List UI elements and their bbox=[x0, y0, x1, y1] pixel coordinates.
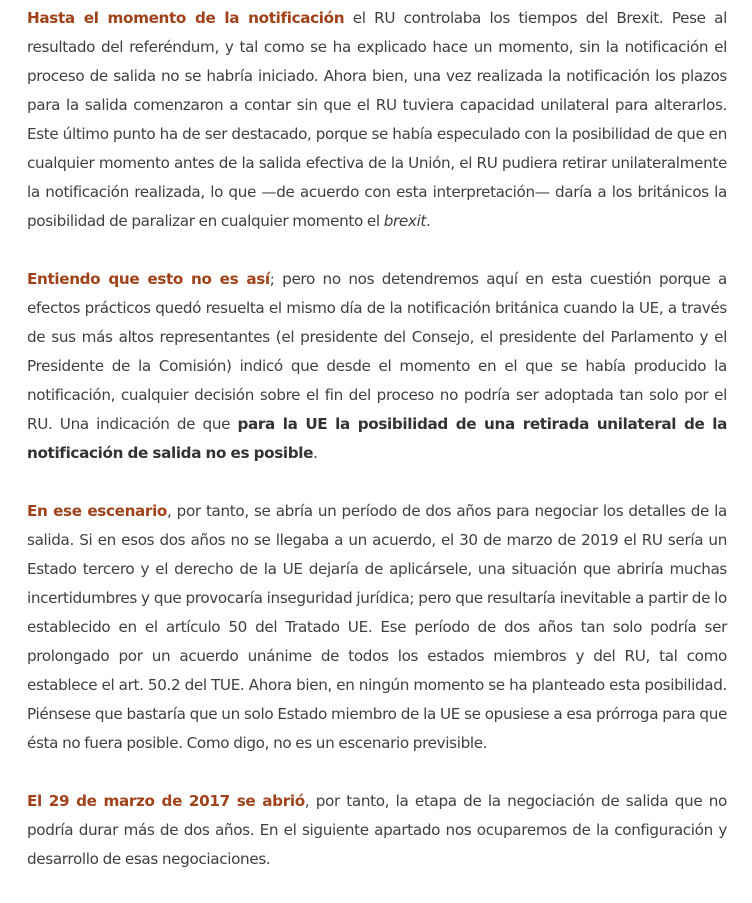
strong-text: para la UE la posibilidad de una retirada unilateral de la notificación de salida no es posible bbox=[27, 415, 727, 462]
paragraph-unilateral-withdrawal bbox=[27, 265, 727, 468]
lead-phrase: Hasta el momento de la notificación bbox=[27, 9, 345, 27]
paragraph-text: el RU controlaba los tiempos del Brexit. Pese al resultado del referéndum, y tal como se ha explicado hace un momento, sin la notificación el proceso de salida no se habría iniciado. Ahora bien, una vez realizada la notificación los plazos para la salida comenzaron a contar sin que el RU tuviera capacidad unilateral para alterarlos. Este último punto ha de ser destacado, porque se había especulado con la posibilidad de que en cualquier momento antes de la salida efectiva de la Unión, el RU pudiera retirar unilateralmente la notificación realizada, lo que —de acuerdo con esta interpretación— daría a los británicos la posibilidad de paralizar en cualquier momento el bbox=[27, 9, 728, 230]
paragraph-text: , por tanto, se abría un período de dos años para negociar los detalles de la salida. Si en esos dos años no se llegaba a un acuerdo, el 30 de marzo de 2019 el RU sería un Estado tercero y el derecho de la UE dejaría de aplicársele, una situación que abriría muchas incertidumbres y que provocaría inseguridad jurídica; pero que resultaría inevitable a partir de lo establecido en el artículo 50 del Tratado UE. Ese período de dos años tan solo podría ser prolongado por un acuerdo unánime de todos los estados miembros y del RU, tal como establece el art. 50.2 del TUE. Ahora bien, en ningún momento se ha planteado esta posibilidad. Piénsese que bastaría que un solo Estado miembro de la UE se opusiese a esa prórroga para que ésta no fuera posible. Como digo, no es un escenario previsible. bbox=[27, 502, 727, 752]
paragraph-text: , por tanto, la etapa de la negociación de salida que no podría durar más de dos años. En el siguiente apartado nos ocuparemos de la configuración y desarrollo de esas negociaciones. bbox=[27, 792, 727, 868]
paragraph-notification-timing bbox=[27, 4, 727, 236]
article-body bbox=[27, 4, 727, 903]
paragraph-text: ; pero no nos detendremos aquí en esta cuestión porque a efectos prácticos quedó resuelta el mismo día de la notificación británica cuando la UE, a través de sus más altos representantes (el presidente del Consejo, el presidente del Parlamento y el Presidente de la Comisión) indicó que desde el momento en el que se había producido la notificación, cualquier decisión sobre el fin del proceso no podría ser adoptada tan solo por el RU. Una indicación de que bbox=[27, 270, 727, 433]
paragraph-negotiation-start bbox=[27, 787, 727, 874]
paragraph-text: . bbox=[426, 212, 431, 230]
paragraph-scenario bbox=[27, 497, 727, 758]
paragraph-text: . bbox=[313, 444, 318, 462]
emphasis-text: brexit bbox=[383, 212, 427, 230]
lead-phrase: Entiendo que esto no es así bbox=[27, 270, 270, 288]
lead-phrase: En ese escenario bbox=[27, 502, 168, 520]
lead-phrase: El 29 de marzo de 2017 se abrió bbox=[27, 792, 305, 810]
